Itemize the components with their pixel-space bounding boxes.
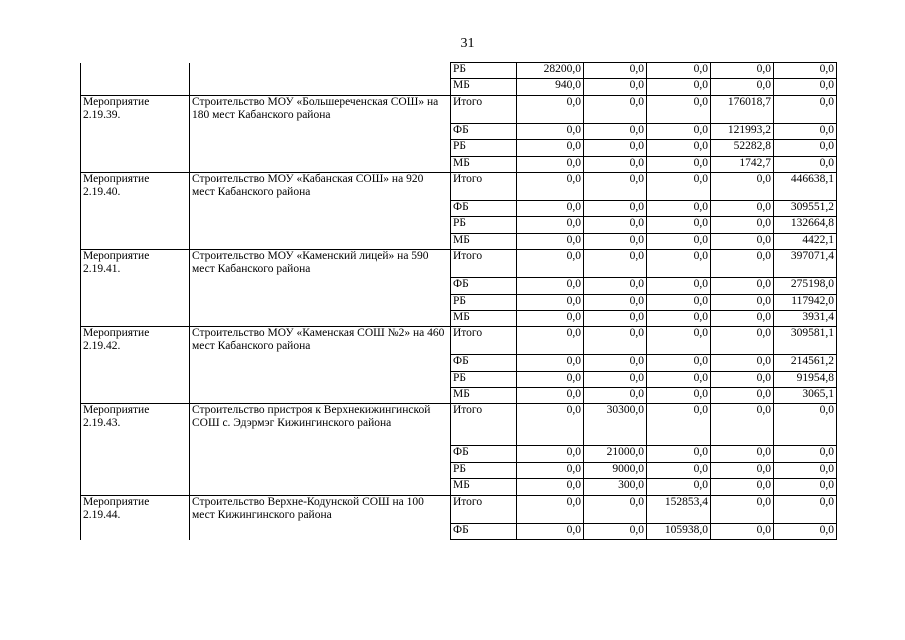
amount-cell: 0,0 xyxy=(711,355,774,371)
amount-cell: 0,0 xyxy=(647,140,711,156)
amount-cell: 0,0 xyxy=(517,523,584,539)
measure-title: Строительство Верхне-Кодунской СОШ на 100 мест Кижингинского района xyxy=(190,495,451,539)
amount-cell: 0,0 xyxy=(584,310,647,326)
amount-cell: 176018,7 xyxy=(711,95,774,123)
amount-cell: 0,0 xyxy=(711,495,774,523)
amount-cell: 0,0 xyxy=(647,200,711,216)
measure-name: Мероприятие 2.19.44. xyxy=(81,495,190,539)
amount-cell: 0,0 xyxy=(647,355,711,371)
funding-source: Итого xyxy=(451,172,517,200)
amount-cell: 0,0 xyxy=(774,462,837,478)
amount-cell: 0,0 xyxy=(647,156,711,172)
amount-cell: 91954,8 xyxy=(774,371,837,387)
measure-name: Мероприятие 2.19.40. xyxy=(81,172,190,249)
amount-cell: 4422,1 xyxy=(774,233,837,249)
amount-cell: 0,0 xyxy=(711,217,774,233)
amount-cell: 0,0 xyxy=(711,294,774,310)
amount-cell: 0,0 xyxy=(517,294,584,310)
amount-cell: 940,0 xyxy=(517,79,584,95)
table-row xyxy=(81,250,837,278)
amount-cell: 0,0 xyxy=(774,123,837,139)
amount-cell: 0,0 xyxy=(647,95,711,123)
page-number: 31 xyxy=(460,36,475,51)
amount-cell: 0,0 xyxy=(517,140,584,156)
amount-cell: 105938,0 xyxy=(647,523,711,539)
amount-cell: 121993,2 xyxy=(711,123,774,139)
amount-cell: 0,0 xyxy=(517,388,584,404)
amount-cell: 0,0 xyxy=(584,523,647,539)
amount-cell: 0,0 xyxy=(584,217,647,233)
amount-cell: 0,0 xyxy=(584,327,647,355)
amount-cell: 0,0 xyxy=(647,404,711,446)
amount-cell: 0,0 xyxy=(711,172,774,200)
funding-source: ФБ xyxy=(451,200,517,216)
funding-source: Итого xyxy=(451,250,517,278)
amount-cell: 0,0 xyxy=(774,140,837,156)
amount-cell: 0,0 xyxy=(647,462,711,478)
amount-cell: 132664,8 xyxy=(774,217,837,233)
amount-cell: 0,0 xyxy=(711,233,774,249)
amount-cell: 0,0 xyxy=(711,404,774,446)
amount-cell: 0,0 xyxy=(517,233,584,249)
amount-cell: 3065,1 xyxy=(774,388,837,404)
amount-cell: 0,0 xyxy=(774,404,837,446)
amount-cell: 0,0 xyxy=(584,123,647,139)
amount-cell: 0,0 xyxy=(584,233,647,249)
amount-cell: 28200,0 xyxy=(517,63,584,79)
table-row xyxy=(81,172,837,200)
amount-cell: 0,0 xyxy=(647,446,711,462)
amount-cell: 0,0 xyxy=(584,156,647,172)
measure-name: Мероприятие 2.19.42. xyxy=(81,327,190,404)
amount-cell: 0,0 xyxy=(584,63,647,79)
amount-cell: 0,0 xyxy=(647,294,711,310)
amount-cell: 0,0 xyxy=(517,355,584,371)
amount-cell: 0,0 xyxy=(647,278,711,294)
funding-source: ФБ xyxy=(451,446,517,462)
amount-cell: 0,0 xyxy=(774,495,837,523)
measure-name: Мероприятие 2.19.43. xyxy=(81,404,190,495)
amount-cell: 0,0 xyxy=(711,388,774,404)
measure-title xyxy=(190,63,451,96)
amount-cell: 0,0 xyxy=(711,278,774,294)
measure-title: Строительство МОУ «Кабанская СОШ» на 920 мест Кабанского района xyxy=(190,172,451,249)
amount-cell: 309581,1 xyxy=(774,327,837,355)
funding-source: РБ xyxy=(451,294,517,310)
amount-cell: 0,0 xyxy=(711,462,774,478)
amount-cell: 30300,0 xyxy=(584,404,647,446)
funding-source: РБ xyxy=(451,217,517,233)
amount-cell: 0,0 xyxy=(711,371,774,387)
amount-cell: 0,0 xyxy=(517,479,584,495)
amount-cell: 300,0 xyxy=(584,479,647,495)
amount-cell: 0,0 xyxy=(517,495,584,523)
funding-source: РБ xyxy=(451,63,517,79)
amount-cell: 0,0 xyxy=(584,495,647,523)
funding-source: РБ xyxy=(451,140,517,156)
amount-cell: 0,0 xyxy=(584,250,647,278)
amount-cell: 152853,4 xyxy=(647,495,711,523)
amount-cell: 0,0 xyxy=(774,79,837,95)
amount-cell: 0,0 xyxy=(584,388,647,404)
funding-source: МБ xyxy=(451,388,517,404)
amount-cell: 0,0 xyxy=(711,79,774,95)
funding-source: МБ xyxy=(451,156,517,172)
funding-source: МБ xyxy=(451,310,517,326)
amount-cell: 0,0 xyxy=(517,250,584,278)
amount-cell: 0,0 xyxy=(517,310,584,326)
amount-cell: 0,0 xyxy=(517,327,584,355)
amount-cell: 0,0 xyxy=(647,63,711,79)
amount-cell: 117942,0 xyxy=(774,294,837,310)
funding-source: МБ xyxy=(451,479,517,495)
amount-cell: 0,0 xyxy=(774,446,837,462)
amount-cell: 0,0 xyxy=(647,310,711,326)
table-row xyxy=(81,327,837,355)
amount-cell: 0,0 xyxy=(711,200,774,216)
funding-source: Итого xyxy=(451,95,517,123)
amount-cell: 3931,4 xyxy=(774,310,837,326)
amount-cell: 0,0 xyxy=(711,523,774,539)
amount-cell: 0,0 xyxy=(647,233,711,249)
measure-title: Строительство МОУ «Каменская СОШ №2» на 460 мест Кабанского района xyxy=(190,327,451,404)
amount-cell: 0,0 xyxy=(517,404,584,446)
amount-cell: 0,0 xyxy=(647,250,711,278)
amount-cell: 9000,0 xyxy=(584,462,647,478)
amount-cell: 309551,2 xyxy=(774,200,837,216)
amount-cell: 1742,7 xyxy=(711,156,774,172)
amount-cell: 0,0 xyxy=(774,523,837,539)
amount-cell: 0,0 xyxy=(647,172,711,200)
measure-name xyxy=(81,63,190,96)
funding-source: Итого xyxy=(451,404,517,446)
measure-title: Строительство МОУ «Каменский лицей» на 590 мест Кабанского района xyxy=(190,250,451,327)
table-row xyxy=(81,95,837,123)
measure-title: Строительство пристроя к Верхнекижингинской СОШ с. Эдэрмэг Кижингинского района xyxy=(190,404,451,495)
amount-cell: 0,0 xyxy=(584,294,647,310)
funding-source: РБ xyxy=(451,462,517,478)
amount-cell: 0,0 xyxy=(774,95,837,123)
funding-source: МБ xyxy=(451,79,517,95)
amount-cell: 214561,2 xyxy=(774,355,837,371)
amount-cell: 0,0 xyxy=(584,371,647,387)
amount-cell: 0,0 xyxy=(584,172,647,200)
amount-cell: 21000,0 xyxy=(584,446,647,462)
funding-source: Итого xyxy=(451,327,517,355)
table-row xyxy=(81,404,837,446)
amount-cell: 0,0 xyxy=(517,172,584,200)
amount-cell: 0,0 xyxy=(647,388,711,404)
table-row xyxy=(81,495,837,523)
amount-cell: 0,0 xyxy=(774,63,837,79)
amount-cell: 0,0 xyxy=(517,156,584,172)
funding-source: РБ xyxy=(451,371,517,387)
amount-cell: 0,0 xyxy=(584,200,647,216)
amount-cell: 0,0 xyxy=(711,63,774,79)
amount-cell: 0,0 xyxy=(711,327,774,355)
measure-name: Мероприятие 2.19.39. xyxy=(81,95,190,172)
measure-name: Мероприятие 2.19.41. xyxy=(81,250,190,327)
amount-cell: 0,0 xyxy=(774,156,837,172)
amount-cell: 0,0 xyxy=(517,462,584,478)
amount-cell: 0,0 xyxy=(647,327,711,355)
amount-cell: 0,0 xyxy=(584,95,647,123)
amount-cell: 0,0 xyxy=(647,371,711,387)
amount-cell: 0,0 xyxy=(584,140,647,156)
amount-cell: 0,0 xyxy=(517,278,584,294)
amount-cell: 0,0 xyxy=(517,95,584,123)
amount-cell: 0,0 xyxy=(774,479,837,495)
funding-source: ФБ xyxy=(451,523,517,539)
amount-cell: 275198,0 xyxy=(774,278,837,294)
amount-cell: 0,0 xyxy=(711,310,774,326)
amount-cell: 0,0 xyxy=(647,79,711,95)
budget-table xyxy=(80,62,837,540)
funding-source: Итого xyxy=(451,495,517,523)
amount-cell: 0,0 xyxy=(517,123,584,139)
amount-cell: 0,0 xyxy=(711,446,774,462)
amount-cell: 0,0 xyxy=(584,355,647,371)
amount-cell: 0,0 xyxy=(517,217,584,233)
amount-cell: 0,0 xyxy=(711,479,774,495)
amount-cell: 446638,1 xyxy=(774,172,837,200)
amount-cell: 0,0 xyxy=(517,200,584,216)
amount-cell: 52282,8 xyxy=(711,140,774,156)
measure-title: Строительство МОУ «Большереченская СОШ» на 180 мест Кабанского района xyxy=(190,95,451,172)
amount-cell: 0,0 xyxy=(584,79,647,95)
table-row xyxy=(81,63,837,79)
funding-source: ФБ xyxy=(451,123,517,139)
amount-cell: 0,0 xyxy=(584,278,647,294)
amount-cell: 0,0 xyxy=(647,217,711,233)
amount-cell: 0,0 xyxy=(517,446,584,462)
amount-cell: 397071,4 xyxy=(774,250,837,278)
funding-source: ФБ xyxy=(451,278,517,294)
amount-cell: 0,0 xyxy=(517,371,584,387)
funding-source: МБ xyxy=(451,233,517,249)
amount-cell: 0,0 xyxy=(711,250,774,278)
funding-source: ФБ xyxy=(451,355,517,371)
amount-cell: 0,0 xyxy=(647,123,711,139)
amount-cell: 0,0 xyxy=(647,479,711,495)
